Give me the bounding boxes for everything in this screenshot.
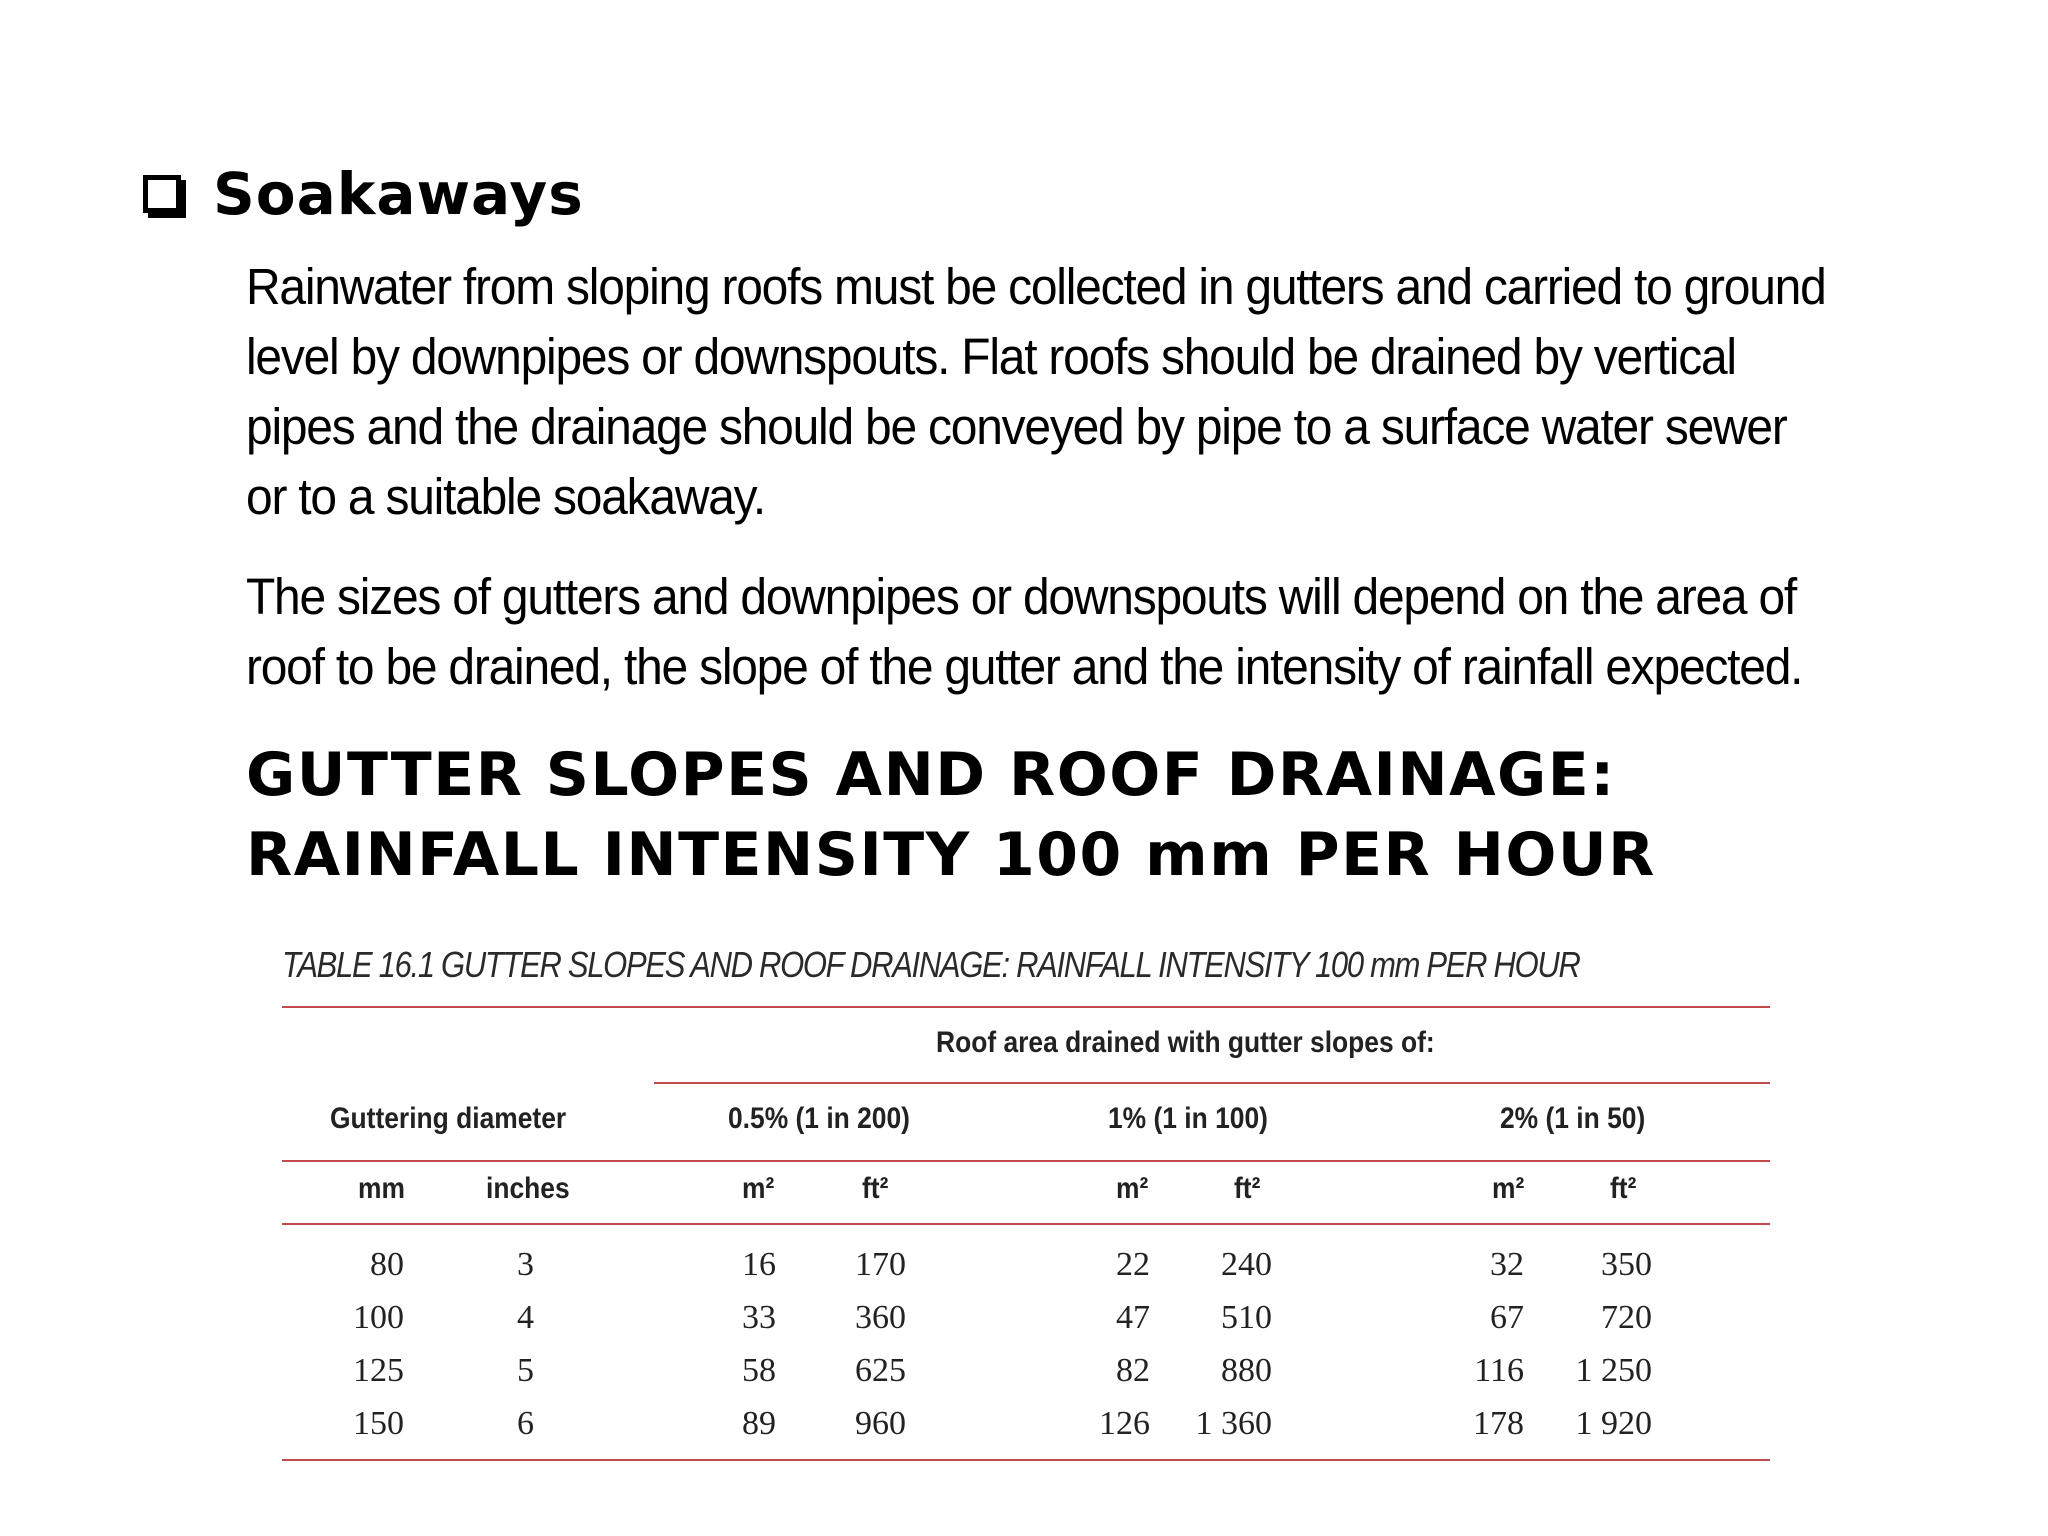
unit-header: ft² [1234,1172,1261,1205]
table-cell: 89 [742,1405,776,1442]
table-cell: 5 [517,1352,534,1389]
table-caption: TABLE 16.1 GUTTER SLOPES AND ROOF DRAINAGE: RAINFALL INTENSITY 100 mm PER HOUR [282,944,1580,985]
table-cell: 1 920 [1575,1405,1652,1442]
table-cell: 960 [855,1405,906,1442]
table-cell: 4 [517,1299,534,1336]
table-cell: 116 [1474,1352,1524,1389]
paragraph-line: roof to be drained, the slope of the gutter and the intensity of rainfall expected. [246,638,1803,695]
table-cell: 67 [1490,1299,1524,1336]
table-cell: 150 [353,1405,404,1442]
table-cell: 47 [1116,1299,1150,1336]
table-cell: 360 [855,1299,906,1336]
unit-header: inches [486,1172,570,1205]
unit-header: m² [1492,1172,1525,1205]
table-rule-units [282,1223,1770,1225]
paragraph-line: level by downpipes or downspouts. Flat roofs should be drained by vertical [246,328,1736,385]
table-rule-bottom [282,1459,1770,1461]
paragraph-line: pipes and the drainage should be conveyed by pipe to a surface water sewer [246,398,1787,455]
table-cell: 80 [370,1246,404,1283]
table-cell: 100 [353,1299,404,1336]
slope-header-1: 1% (1 in 100) [1108,1102,1268,1135]
diameter-header: Guttering diameter [330,1102,567,1135]
title-line: GUTTER SLOPES AND ROOF DRAINAGE: [246,740,1616,810]
table-cell: 1 360 [1195,1405,1272,1442]
table-cell: 58 [742,1352,776,1389]
table-cell: 126 [1099,1405,1150,1442]
slope-header-2: 2% (1 in 50) [1500,1102,1646,1135]
table-rule-group [654,1082,1770,1084]
paragraph-line: The sizes of gutters and downpipes or downspouts will depend on the area of [246,568,1797,625]
unit-header: ft² [862,1172,889,1205]
checkbox-bullet-icon [143,175,181,213]
table-cell: 125 [353,1352,404,1389]
table-rule-top [282,1006,1770,1008]
table-cell: 720 [1601,1299,1652,1336]
unit-header: ft² [1610,1172,1637,1205]
table-cell: 178 [1473,1405,1524,1442]
table-cell: 510 [1221,1299,1272,1336]
group-header: Roof area drained with gutter slopes of: [936,1026,1435,1059]
table-cell: 1 250 [1575,1352,1652,1389]
slope-header-0-5: 0.5% (1 in 200) [728,1102,910,1135]
title-line: RAINFALL INTENSITY 100 mm PER HOUR [246,820,1656,890]
table-cell: 6 [517,1405,534,1442]
paragraph-2 [246,562,1844,702]
heading-row [143,158,584,230]
paragraph-line: or to a suitable soakaway. [246,468,765,525]
table-cell: 3 [517,1246,534,1283]
unit-header: m² [742,1172,775,1205]
unit-header: m² [1116,1172,1149,1205]
table-cell: 625 [855,1352,906,1389]
paragraph-line: Rainwater from sloping roofs must be collected in gutters and carried to ground [246,258,1826,315]
paragraph-1 [246,252,1844,532]
table-cell: 32 [1490,1246,1524,1283]
unit-header: mm [358,1172,405,1205]
table-cell: 82 [1116,1352,1150,1389]
section-heading: Soakaways [213,160,584,228]
table-cell: 22 [1116,1246,1150,1283]
table-title [246,735,1656,895]
table-cell: 880 [1221,1352,1272,1389]
table-rule-header [282,1160,1770,1162]
table-cell: 16 [742,1246,776,1283]
table-cell: 33 [742,1299,776,1336]
table-cell: 350 [1601,1246,1652,1283]
table-cell: 240 [1221,1246,1272,1283]
table-cell: 170 [855,1246,906,1283]
